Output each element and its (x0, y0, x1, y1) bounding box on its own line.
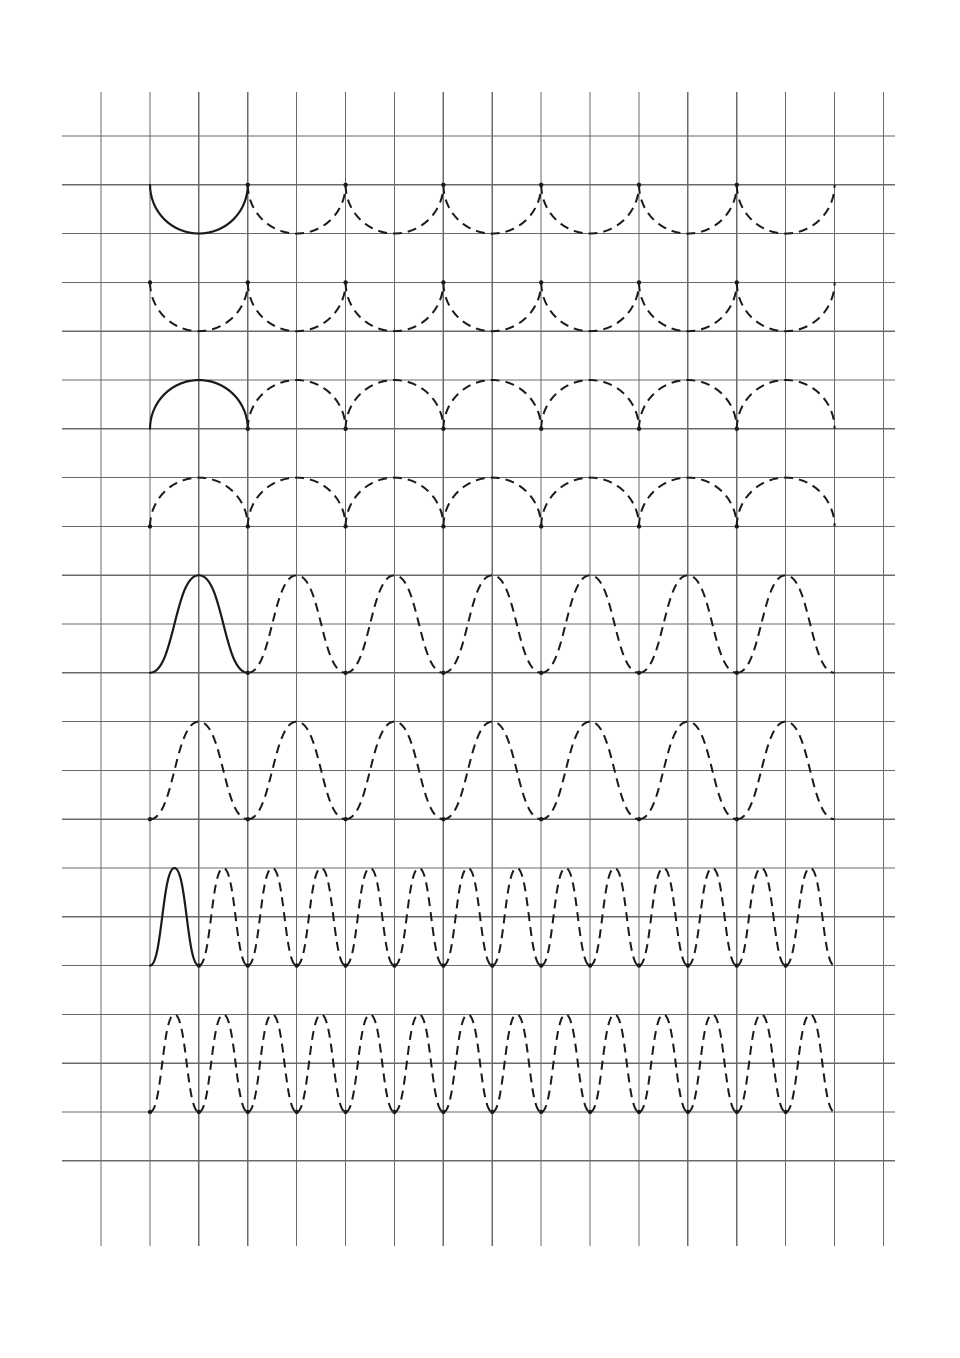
pattern-row-2-cup (148, 280, 835, 331)
start-dot (539, 183, 543, 187)
start-dot (490, 963, 494, 967)
start-dot (343, 427, 347, 431)
start-dot (735, 963, 739, 967)
start-dot (637, 817, 641, 821)
start-dot (295, 963, 299, 967)
start-dot (343, 817, 347, 821)
start-dot (637, 280, 641, 284)
start-dot (637, 963, 641, 967)
start-dot (343, 524, 347, 528)
start-dot (539, 963, 543, 967)
start-dot (441, 524, 445, 528)
start-dot (246, 963, 250, 967)
pattern-row-6-bell-wide (148, 722, 835, 822)
start-dot (246, 524, 250, 528)
start-dot (735, 817, 739, 821)
start-dot (539, 671, 543, 675)
start-dot (392, 1110, 396, 1114)
start-dot (148, 524, 152, 528)
start-dot (197, 963, 201, 967)
start-dot (246, 427, 250, 431)
start-dot (441, 183, 445, 187)
start-dot (197, 1110, 201, 1114)
start-dot (343, 671, 347, 675)
start-dot (735, 671, 739, 675)
start-dot (441, 280, 445, 284)
start-dot (148, 280, 152, 284)
start-dot (637, 1110, 641, 1114)
start-dot (784, 1110, 788, 1114)
start-dot (343, 1110, 347, 1114)
start-dot (441, 963, 445, 967)
start-dot (735, 183, 739, 187)
start-dot (784, 963, 788, 967)
start-dot (686, 1110, 690, 1114)
start-dot (735, 1110, 739, 1114)
pattern-row-4-arch (148, 478, 835, 529)
start-dot (686, 963, 690, 967)
start-dot (637, 671, 641, 675)
start-dot (588, 1110, 592, 1114)
pattern-row-8-bell-narrow (148, 1014, 835, 1114)
start-dot (539, 1110, 543, 1114)
start-dot (441, 671, 445, 675)
start-dot (246, 671, 250, 675)
start-dot (637, 524, 641, 528)
start-dot (343, 963, 347, 967)
start-dot (148, 817, 152, 821)
tracing-patterns (148, 183, 835, 1115)
start-dot (295, 1110, 299, 1114)
start-dot (148, 1110, 152, 1114)
start-dot (539, 524, 543, 528)
start-dot (246, 817, 250, 821)
start-dot (441, 817, 445, 821)
start-dot (539, 817, 543, 821)
start-dot (539, 427, 543, 431)
start-dot (637, 183, 641, 187)
start-dot (246, 280, 250, 284)
start-dot (343, 280, 347, 284)
start-dot (735, 280, 739, 284)
start-dot (539, 280, 543, 284)
start-dot (637, 427, 641, 431)
start-dot (588, 963, 592, 967)
start-dot (441, 1110, 445, 1114)
start-dot (392, 963, 396, 967)
start-dot (246, 1110, 250, 1114)
start-dot (246, 183, 250, 187)
start-dot (490, 1110, 494, 1114)
start-dot (343, 183, 347, 187)
start-dot (441, 427, 445, 431)
grid (62, 92, 895, 1246)
start-dot (735, 524, 739, 528)
start-dot (735, 427, 739, 431)
